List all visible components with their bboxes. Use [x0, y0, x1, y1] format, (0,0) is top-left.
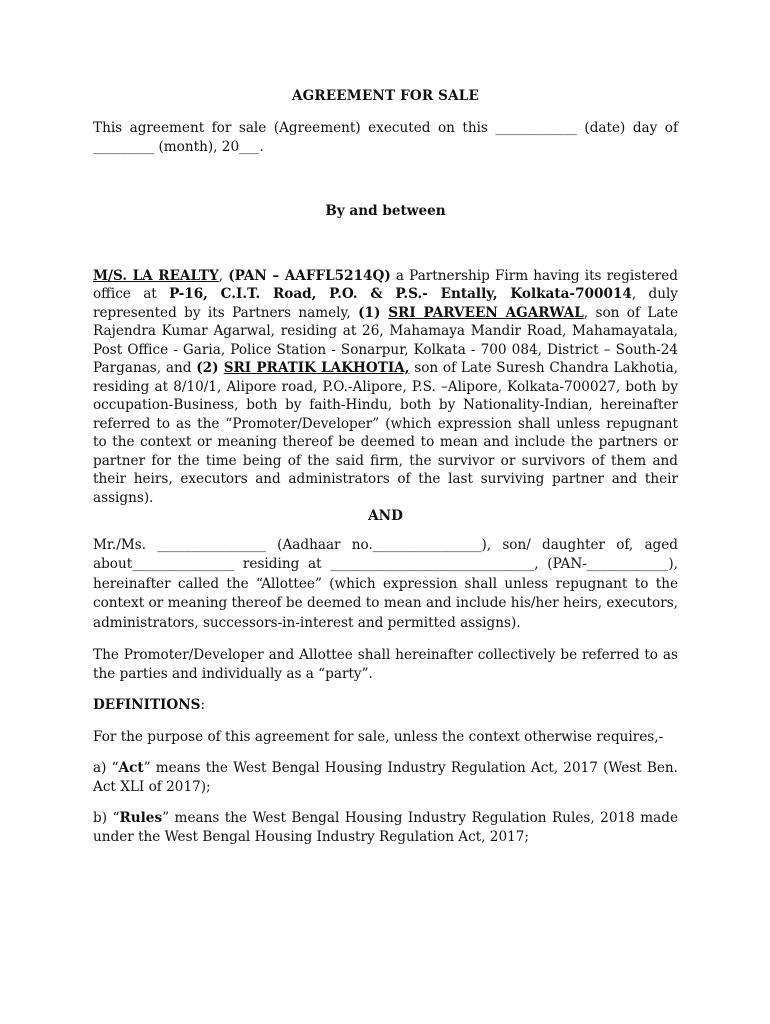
by-and-between-heading: By and between: [325, 203, 446, 219]
party1-sep: ,: [218, 267, 229, 284]
party1-text1: a Partnership Firm having its registered office at: [93, 267, 678, 302]
intro-paragraph: This agreement for sale (Agreement) executed on this ____________ (date) day of _________ (month), 20___.: [93, 120, 678, 155]
definitions-intro: For the purpose of this agreement for sale, unless the context otherwise requires,-: [93, 728, 664, 745]
party1-text3: , son of Late Rajendra Kumar Agarwal, residing at 26, Mahamaya Mandir Road, Mahamayatala, Post Office - Garia, Police Station - Sonarpur, Kolkata - 700 084, District – South-24 Parganas, and: [93, 304, 679, 376]
def-a-text: ” means the West Bengal Housing Industry Regulation Act, 2017 (West Ben. Act XLI of 2017);: [93, 760, 678, 795]
partner2-name: SRI PRATIK LAKHOTIA,: [223, 360, 410, 376]
document-title: AGREEMENT FOR SALE: [292, 88, 479, 104]
definitions-colon: :: [200, 697, 206, 713]
firm-address: P-16, C.I.T. Road, P.O. & P.S.- Entally, Kolkata-700014: [169, 286, 632, 302]
party1-text2: , duly represented by its Partners namely,: [93, 286, 678, 321]
def-a-prefix: a) “: [93, 760, 119, 776]
party1-paragraph: [93, 267, 678, 508]
def-b-term: Rules: [119, 810, 163, 826]
def-b-text: ” means the West Bengal Housing Industry Regulation Rules, 2018 made under the West Bengal Housing Industry Regulation Act, 2017;: [93, 810, 678, 845]
def-b-prefix: b) “: [93, 810, 120, 826]
and-heading: AND: [368, 508, 403, 524]
firm-name: M/S. LA REALTY: [93, 267, 219, 284]
definition-act: [93, 759, 678, 796]
partner2-number: (2): [196, 360, 224, 376]
partner1-number: (1): [358, 304, 389, 321]
parties-paragraph: The Promoter/Developer and Allottee shall hereinafter collectively be referred to as the parties and individually as a “party”.: [93, 647, 678, 682]
definitions-heading: DEFINITIONS: [93, 697, 201, 713]
party1-text4: son of Late Suresh Chandra Lakhotia, residing at 8/10/1, Alipore road, P.O.-Alipore, P.S. –Alipore, Kolkata-700027, both by occupation-Business, both by faith-Hindu, both by Nationality-Indian, hereinafter referred to as the “Promoter/Developer” (which expression shall unless repugnant to the context or meaning thereof be deemed to mean and include the partners or partner for the time being of the said firm, the survivor or survivors of them and their heirs, executors and administrators of the last surviving partner and their assigns).: [93, 360, 679, 506]
definition-rules: [93, 809, 678, 846]
allottee-paragraph: Mr./Ms. ________________ (Aadhaar no.________________), son/ daughter of, aged about_______________ residing at ______________________________, (PAN-____________), hereinafter called the “Allottee” (which expression shall unless repugnant to the context or meaning thereof be deemed to mean and include his/her heirs, executors, administrators, successors-in-interest and permitted assigns).: [93, 536, 678, 631]
firm-pan: (PAN – AAFFL5214Q): [228, 267, 391, 284]
definitions-heading-line: [93, 696, 678, 715]
def-a-term: Act: [118, 760, 144, 776]
partner1-name: SRI PARVEEN AGARWAL: [388, 304, 584, 321]
